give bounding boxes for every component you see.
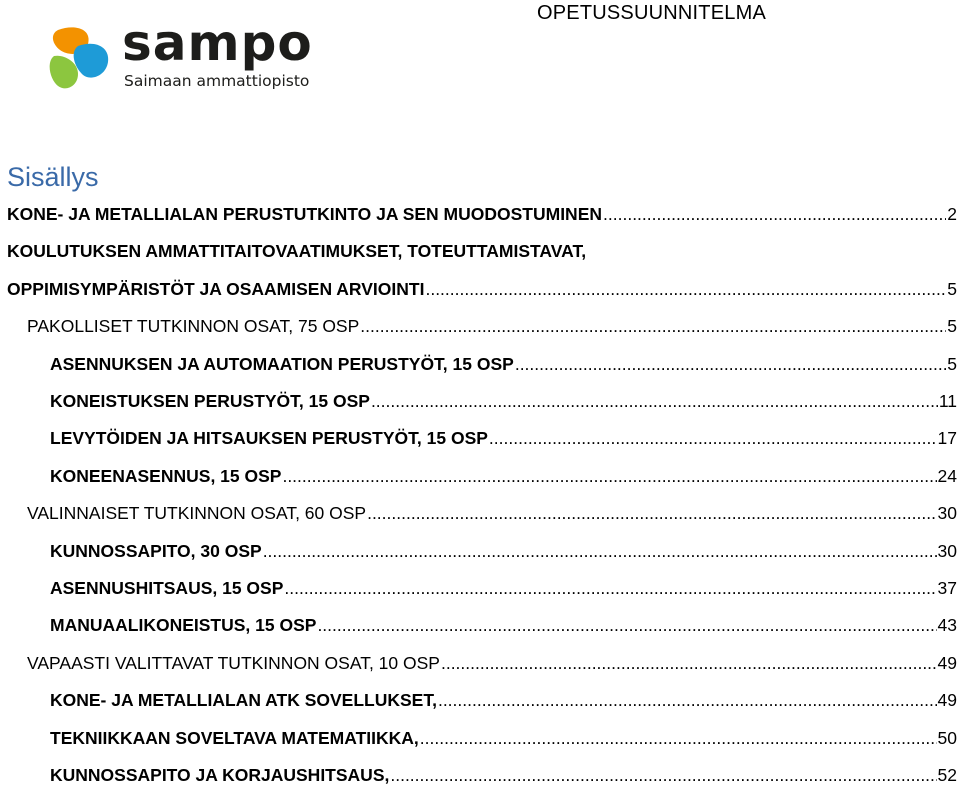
toc-entry[interactable] <box>7 275 957 303</box>
toc-entry-page: 43 <box>937 615 957 636</box>
toc-entry-leader <box>420 724 937 752</box>
toc-entry-title: VAPAASTI VALITTAVAT TUTKINNON OSAT, 10 OSP <box>27 652 440 673</box>
toc-entry-title: KUNNOSSAPITO JA KORJAUSHITSAUS, <box>50 765 390 785</box>
toc-entry-page: 49 <box>937 690 957 711</box>
sampo-logo <box>48 14 318 100</box>
toc-entry[interactable] <box>7 200 957 228</box>
toc-entry-leader <box>515 350 946 378</box>
toc-entry-title: KONE- JA METALLIALAN PERUSTUTKINTO JA SEN MUODOSTUMINEN <box>7 204 603 224</box>
toc-entry-page: 30 <box>937 503 957 524</box>
toc-entry-leader <box>489 424 937 452</box>
toc-entry-title: KONEISTUKSEN PERUSTYÖT, 15 OSP <box>50 391 370 411</box>
toc-entry-title: PAKOLLISET TUTKINNON OSAT, 75 OSP <box>27 316 360 337</box>
sampo-logo-mark-icon <box>48 22 122 94</box>
toc-entry-title: ASENNUKSEN JA AUTOMAATION PERUSTYÖT, 15 OSP <box>50 353 514 374</box>
toc-entry[interactable] <box>50 686 957 714</box>
toc-entry[interactable] <box>50 350 957 378</box>
toc-entry-page: 49 <box>937 652 957 673</box>
toc-entry-page: 30 <box>937 540 957 561</box>
toc-entry-title: TEKNIIKKAAN SOVELTAVA MATEMATIIKKA, <box>50 727 419 748</box>
toc-entry[interactable] <box>50 537 957 565</box>
toc-entry[interactable] <box>27 312 957 340</box>
toc-entry[interactable] <box>50 574 957 602</box>
toc-entry-leader <box>360 312 946 340</box>
toc-entry-title: KONE- JA METALLIALAN ATK SOVELLUKSET, <box>50 690 437 711</box>
toc-entry-title: KOULUTUKSEN AMMATTITAITOVAATIMUKSET, TOTEUTTAMISTAVAT, <box>7 241 587 262</box>
toc-entry-leader <box>438 686 937 714</box>
toc-entry-page: 52 <box>937 765 957 785</box>
toc-entry-leader <box>390 761 936 789</box>
toc-entry[interactable] <box>27 649 957 677</box>
toc-entry[interactable] <box>50 611 957 639</box>
toc-entry-page: 5 <box>947 353 957 374</box>
toc-entry-leader <box>263 537 937 565</box>
toc-entry-leader <box>441 649 937 677</box>
toc-entry[interactable] <box>50 387 957 415</box>
toc-entry-title: KUNNOSSAPITO, 30 OSP <box>50 540 262 561</box>
logo-subtitle: Saimaan ammattiopisto <box>124 72 310 90</box>
document-header-label: OPETUSSUUNNITELMA <box>537 2 766 24</box>
toc-entry[interactable] <box>50 424 957 452</box>
toc-entry-page: 24 <box>937 465 957 486</box>
logo-wordmark: sampo <box>122 14 313 72</box>
toc-entry[interactable] <box>27 499 957 527</box>
toc-entry-page: 50 <box>937 727 957 748</box>
toc-entry-leader <box>282 462 936 490</box>
toc-entry[interactable] <box>50 462 957 490</box>
toc-entry-title: ASENNUSHITSAUS, 15 OSP <box>50 578 284 598</box>
toc-entry-leader <box>284 574 936 602</box>
toc-entry-title: OPPIMISYMPÄRISTÖT JA OSAAMISEN ARVIOINTI <box>7 278 425 299</box>
toc-entry[interactable] <box>7 237 957 265</box>
toc-entry-title: VALINNAISET TUTKINNON OSAT, 60 OSP <box>27 503 367 524</box>
toc-entry-leader <box>317 611 936 639</box>
toc-entry[interactable] <box>50 761 957 789</box>
toc-title: Sisällys <box>7 162 99 192</box>
toc-entry-page: 17 <box>937 428 957 449</box>
toc-entry-leader <box>367 499 936 527</box>
toc-entry-leader <box>603 200 946 228</box>
toc-entry-page: 2 <box>947 204 957 224</box>
toc-entry-title: MANUAALIKONEISTUS, 15 OSP <box>50 615 317 636</box>
toc-entry-page: 5 <box>947 278 957 299</box>
toc-entry-leader <box>371 387 938 415</box>
toc-entry[interactable] <box>50 724 957 752</box>
toc-entry-page: 11 <box>938 391 957 411</box>
toc-entry-leader <box>425 275 946 303</box>
toc-entry-title: LEVYTÖIDEN JA HITSAUKSEN PERUSTYÖT, 15 OSP <box>50 428 488 449</box>
toc-entry-page: 37 <box>937 578 957 598</box>
toc-entry-page: 5 <box>947 316 957 337</box>
toc-entry-title: KONEENASENNUS, 15 OSP <box>50 465 282 486</box>
